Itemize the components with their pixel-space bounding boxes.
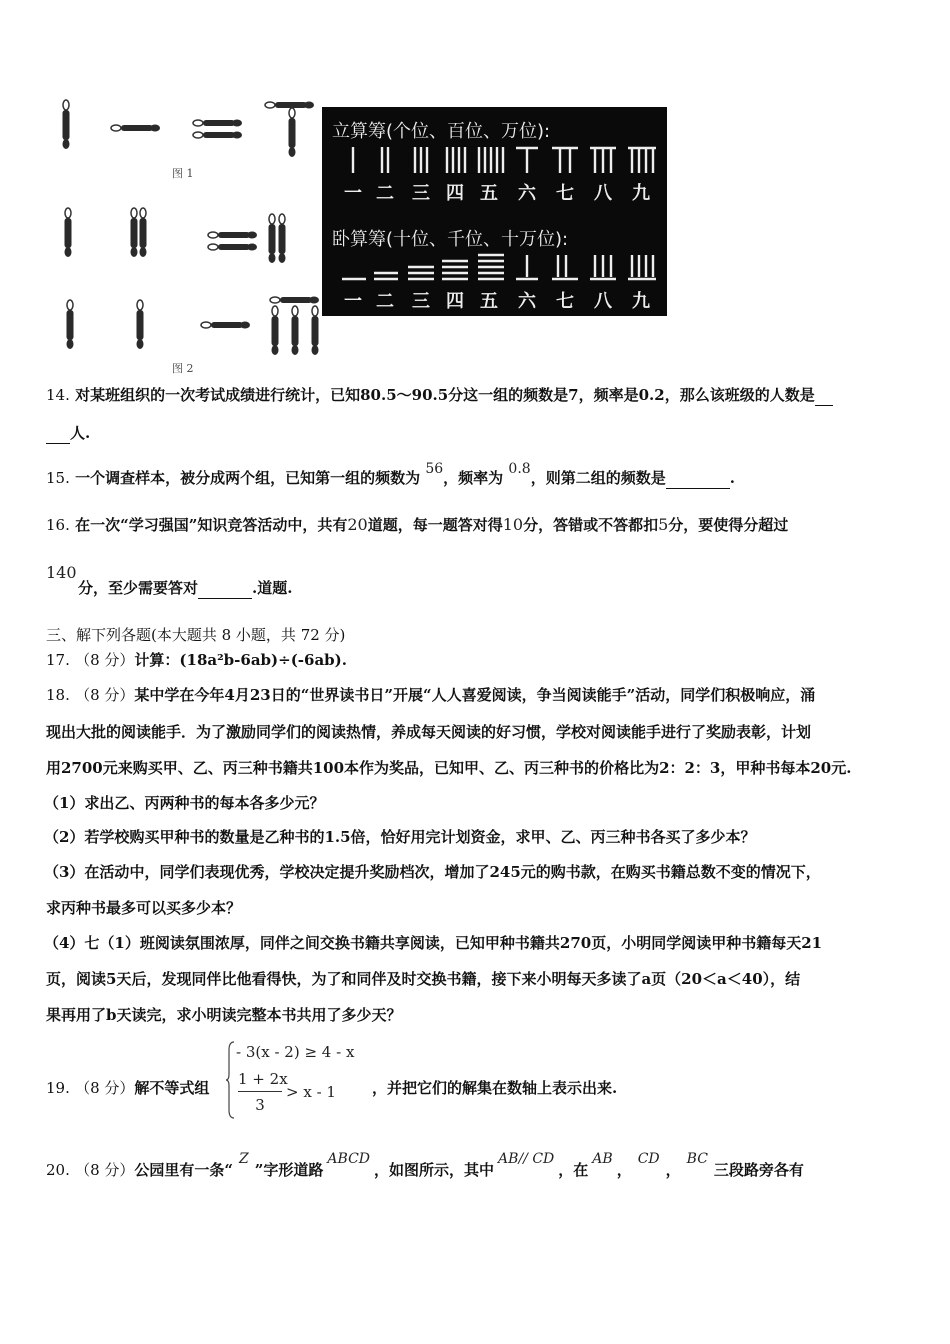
question-text: 在一次“学习强国”知识竞答活动中，共有	[75, 516, 348, 534]
question-18-part4: （4）七（1）班阅读氛围浓厚，同伴之间交换书籍共享阅读，已知甲种书籍共270页，小明同学阅读甲种书籍每天21	[44, 934, 823, 952]
digit-1: 一	[344, 183, 362, 204]
question-18-part4-line2: 页，阅读5天后，发现同伴比他看得快，为了和同伴及时交换书籍，接下来小明每天多读了a页（20＜a＜40），结	[46, 970, 801, 988]
digit-3: 三	[412, 183, 430, 204]
question-tail: 人.	[70, 424, 91, 442]
separator: ，	[616, 1161, 632, 1179]
question-18-part3: （3）在活动中，同学们表现优秀，学校决定提升奖励档次，增加了245元的购书款，在购买书籍总数不变的情况下，	[44, 863, 821, 881]
vertical-rods-title: 立算筹(个位、百位、万位):	[332, 121, 551, 142]
rod-numeral-panel	[322, 107, 667, 316]
question-score: （8 分）	[75, 686, 135, 704]
digit-7: 七	[556, 183, 574, 204]
question-text: 公园里有一条“	[134, 1161, 234, 1179]
digit-3: 三	[412, 291, 430, 312]
question-number: 17.	[46, 651, 70, 669]
segment-ab: AB	[592, 1151, 613, 1167]
frequency-value: 56	[425, 461, 444, 477]
digit-1: 一	[344, 291, 362, 312]
rate-value: 0.8	[508, 461, 531, 477]
question-18-part2: （2）若学校购买甲种书的数量是乙种书的1.5倍，恰好用完计划资金，求甲、乙、丙三种书各买了多少本？	[44, 828, 756, 846]
digit-4: 四	[446, 183, 464, 204]
correct-points: 10	[502, 515, 524, 534]
left-brace	[226, 1040, 236, 1120]
question-text: 分，答错或不答都扣	[523, 516, 659, 534]
question-20	[46, 1151, 912, 1181]
segment-bc: BC	[686, 1151, 708, 1167]
question-text: ，在	[558, 1161, 589, 1179]
question-text: 分，要使得分超过	[668, 516, 789, 534]
question-16-cont	[78, 578, 944, 599]
answer-blank	[815, 385, 833, 406]
question-17	[46, 650, 912, 670]
penalty-points: 5	[658, 515, 669, 534]
question-text: 对某班组织的一次考试成绩进行统计，已知80.5～90.5分这一组的频数是7，频率是0.2，那么该班级的人数是	[75, 386, 815, 404]
segment-cd: CD	[637, 1151, 660, 1167]
threshold-score: 140	[46, 563, 77, 582]
figure-2-label: 图 2	[172, 362, 194, 375]
question-18	[46, 685, 912, 705]
question-number: 20.	[46, 1161, 70, 1179]
digit-7: 七	[556, 291, 574, 312]
question-count: 20	[347, 515, 368, 534]
question-text: 道题，每一题答对得	[367, 516, 503, 534]
inequality-1: - 3(x - 2) ≥ 4 - x	[236, 1043, 355, 1061]
inequality-2-rhs: > x - 1	[286, 1083, 336, 1101]
question-text: ，频率为	[443, 469, 504, 487]
question-text: 解不等式组	[134, 1079, 210, 1097]
question-18-part1: （1）求出乙、丙两种书的每本各多少元？	[44, 794, 325, 812]
question-number: 15.	[46, 469, 70, 487]
question-number: 19.	[46, 1079, 70, 1097]
answer-blank	[198, 578, 252, 599]
horizontal-rods-title: 卧算筹(十位、千位、十万位):	[332, 229, 569, 250]
digit-9: 九	[632, 183, 650, 204]
question-14-cont	[46, 423, 912, 444]
question-score: （8 分）	[75, 651, 135, 669]
question-number: 16.	[46, 516, 70, 534]
fraction-numerator: 1 + 2x	[238, 1070, 288, 1088]
digit-6: 六	[518, 183, 536, 204]
answer-blank	[666, 468, 730, 489]
section-heading: 三、解下列各题(本大题共 8 小题，共 72 分)	[46, 626, 346, 644]
question-16	[46, 515, 912, 535]
fraction-denominator: 3	[255, 1096, 265, 1114]
digit-5: 五	[480, 291, 498, 312]
question-tail: .道题.	[252, 579, 293, 597]
road-abcd: ABCD	[327, 1151, 371, 1167]
question-18-line3: 用2700元来购买甲、乙、丙三种书籍共100本作为奖品，已知甲、乙、丙三种书的价格比为2：2：3，甲种书每本20元.	[46, 759, 852, 777]
question-19-tail: ，并把它们的解集在数轴上表示出来.	[372, 1079, 618, 1097]
question-number: 14.	[46, 386, 70, 404]
rods-illustration	[50, 95, 325, 370]
digit-2: 二	[376, 183, 394, 204]
question-score: （8 分）	[75, 1079, 135, 1097]
question-score: （8 分）	[75, 1161, 135, 1179]
fraction-bar	[238, 1091, 282, 1092]
inequality-system	[226, 1040, 366, 1120]
question-text: 三段路旁各有	[713, 1161, 804, 1179]
question-text: 计算：(18a²b-6ab)÷(-6ab).	[134, 651, 347, 669]
digit-8: 八	[594, 183, 612, 204]
separator: ，	[665, 1161, 681, 1179]
question-number: 18.	[46, 686, 70, 704]
question-text: 一个调查样本，被分成两个组，已知第一组的频数为	[75, 469, 421, 487]
question-text: 某中学在今年4月23日的“世界读书日”开展“人人喜爱阅读，争当阅读能手”活动，同学们积极响应，涌	[134, 686, 816, 704]
digit-4: 四	[446, 291, 464, 312]
question-15	[46, 461, 912, 489]
vertical-rod-glyphs	[322, 143, 667, 179]
digit-2: 二	[376, 291, 394, 312]
question-18-part4-line3: 果再用了b天读完，求小明读完整本书共用了多少天？	[46, 1006, 402, 1024]
digit-8: 八	[594, 291, 612, 312]
figure-1-label: 图 1	[172, 167, 194, 180]
digit-6: 六	[518, 291, 536, 312]
question-text: ，则第二组的频数是	[530, 469, 666, 487]
question-14	[46, 385, 912, 406]
letter-z: Z	[239, 1151, 249, 1167]
question-18-line2: 现出大批的阅读能手．为了激励同学们的阅读热情，养成每天阅读的好习惯，学校对阅读能手进行了奖励表彰，计划	[46, 723, 812, 741]
answer-blank	[46, 423, 70, 444]
question-text: 分，至少需要答对	[78, 579, 199, 597]
question-text: ，如图所示，其中	[374, 1161, 495, 1179]
question-text: ”字形道路	[254, 1161, 324, 1179]
digit-9: 九	[632, 291, 650, 312]
question-18-part3-cont: 求丙种书最多可以买多少本？	[46, 899, 242, 917]
question-tail: .	[729, 469, 735, 487]
horizontal-rod-glyphs	[322, 251, 667, 287]
parallel-statement: AB// CD	[498, 1151, 555, 1167]
digit-5: 五	[480, 183, 498, 204]
